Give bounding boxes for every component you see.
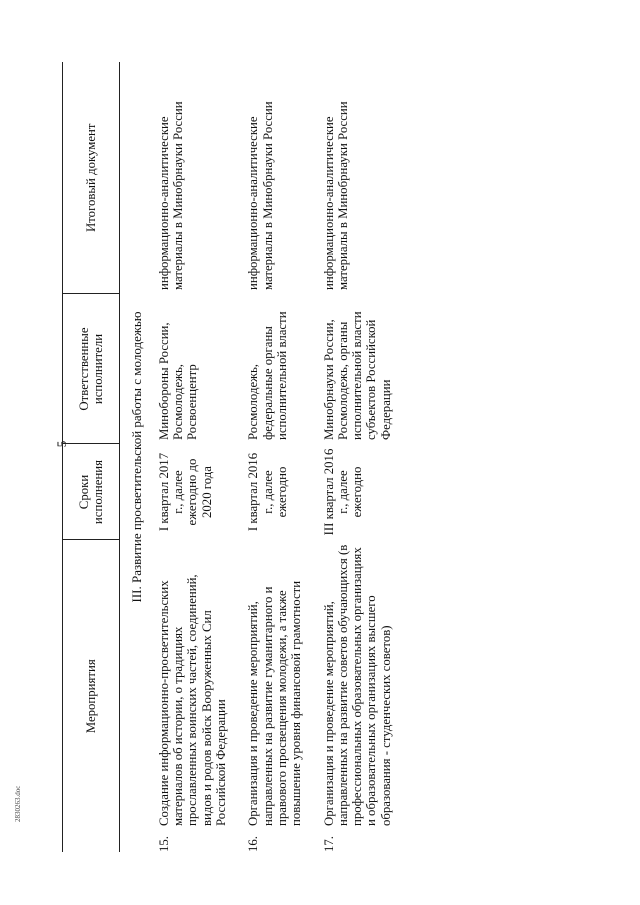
row-term: III квартал 2016 г., далее ежегодно (321, 448, 365, 536)
document-table-container (62, 62, 542, 852)
row-result: информационно-аналитические материалы в Минобрнауки России (246, 101, 275, 290)
row-activity: Создание информационно-просветительских материалов об истории, о традициях прославленных воинских частей, соединений, видов и родов войск Вооруженных Сил Российской Федерации (156, 574, 228, 826)
row-term: I квартал 2017 г., далее ежегодно до 2020 года (156, 452, 214, 532)
table-row (320, 62, 410, 852)
row-activity: Организация и проведение мероприятий, направленных на развитие гуманитарного и правового просвещения молодежи, а также повышение уровня финансовой грамотности (246, 580, 304, 826)
row-activity: Организация и проведение мероприятий, направленных на развитие советов обучающихся (в профессиональных образовательных организациях и образовательных организациях высшего образования - студенческих советов) (321, 544, 393, 826)
table-row (155, 62, 245, 852)
row-term: I квартал 2016 г., далее ежегодно (246, 452, 289, 532)
header-terms: Сроки исполнения (63, 444, 120, 540)
row-responsible: Минобороны России, Росмолодежь, Росвоенцентр (156, 322, 200, 440)
header-result: Итоговый документ (63, 62, 120, 294)
row-responsible: Росмолодежь, федеральные органы исполнительной власти (246, 311, 289, 440)
footer-file-code: 2830263.doc (14, 785, 22, 822)
row-result: информационно-аналитические материалы в Минобрнауки России (321, 101, 350, 290)
section-row (120, 62, 155, 852)
page-number: 5 (54, 440, 69, 448)
row-number: 16. (246, 836, 261, 852)
row-responsible: Минобрнауки России, Росмолодежь, органы исполнительной власти субъектов Российской Федерации (321, 311, 393, 440)
activities-table (62, 62, 409, 852)
row-number: 15. (156, 836, 171, 852)
row-result: информационно-аналитические материалы в Минобрнауки России (156, 101, 185, 290)
table-row (244, 62, 319, 852)
table-header-row (63, 62, 120, 852)
row-number: 17. (321, 836, 336, 852)
header-activities: Мероприятия (63, 540, 120, 852)
header-responsible: Ответственные исполнители (63, 294, 120, 444)
section-title: III. Развитие просветительской работы с молодежью (129, 311, 144, 603)
